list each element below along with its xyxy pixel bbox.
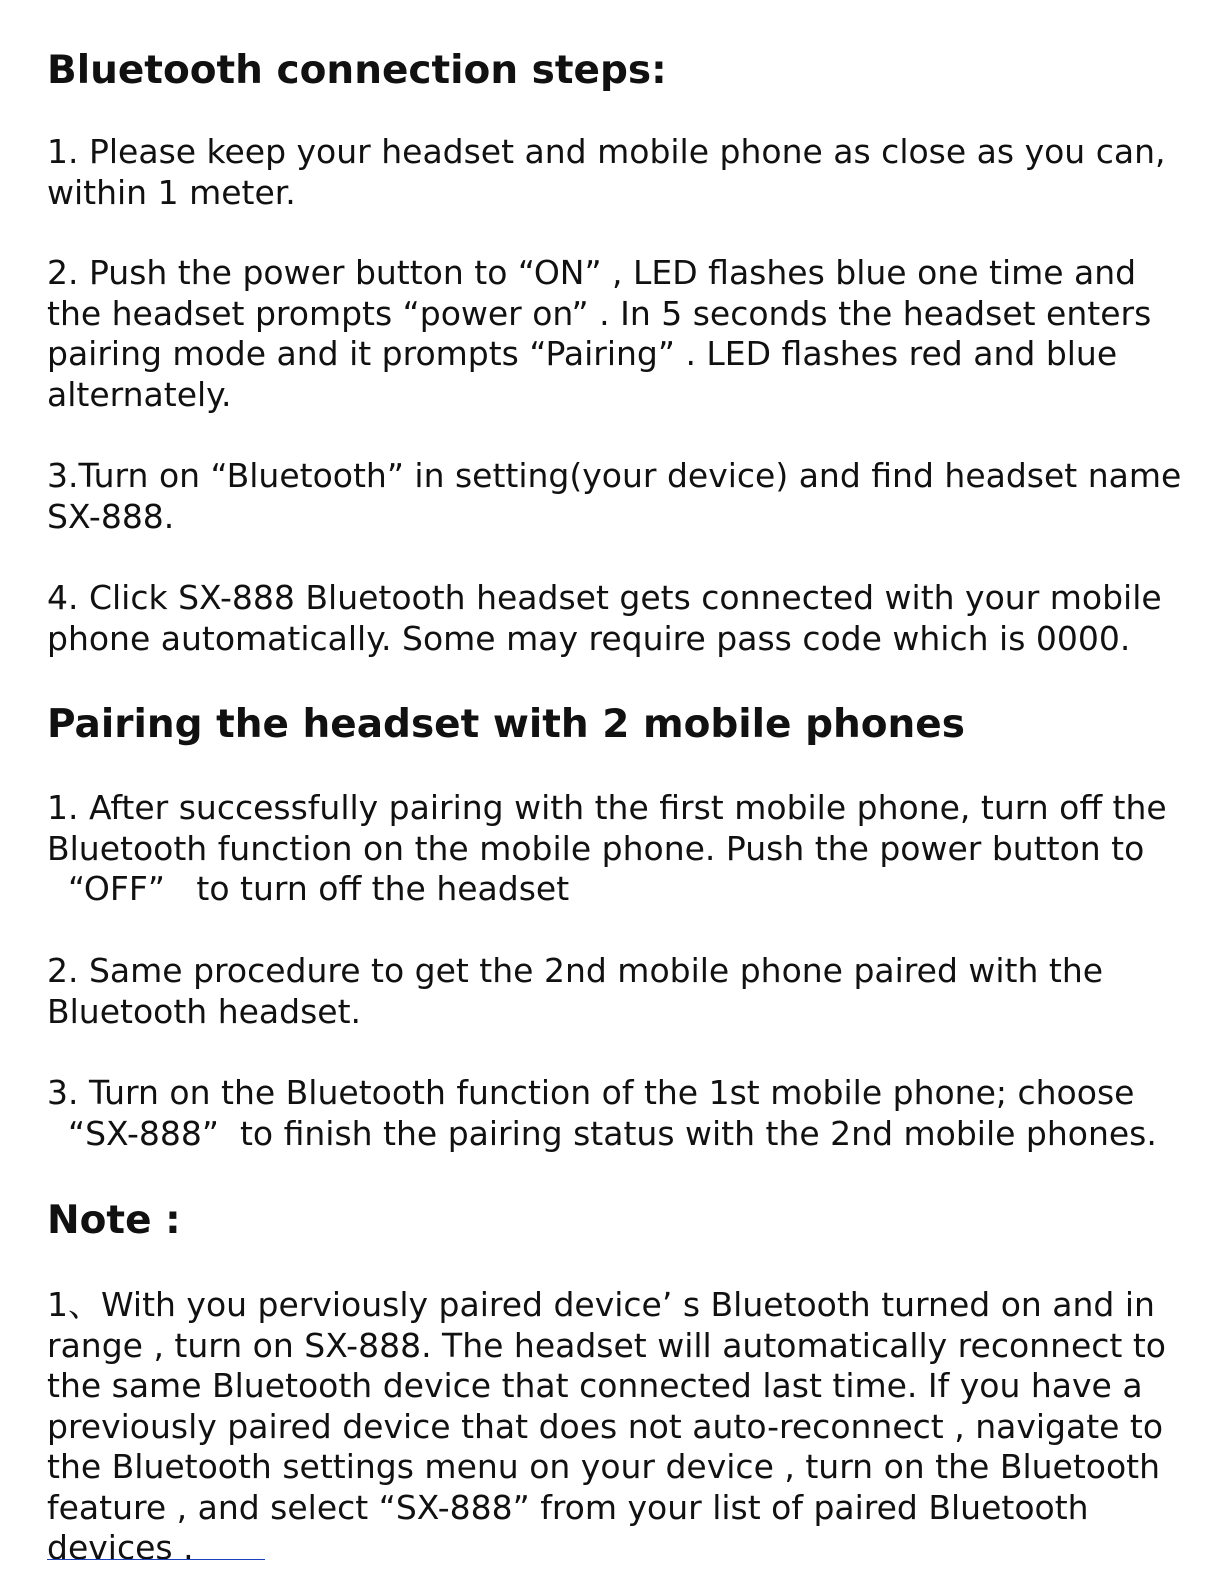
text-line: Bluetooth headset.	[47, 991, 361, 1031]
pairing-step-1	[47, 788, 1207, 910]
underline-divider	[47, 1559, 265, 1560]
text-line: previously paired device that does not auto-reconnect , navigate to	[47, 1406, 1164, 1446]
text-line: “SX-888” to finish the pairing status with the 2nd mobile phones.	[47, 1113, 1157, 1153]
text-line: alternately.	[47, 374, 232, 414]
text-line: pairing mode and it prompts “Pairing” . LED flashes red and blue	[47, 334, 1118, 373]
text-line: 4. Click SX-888 Bluetooth headset gets connected with your mobile	[47, 578, 1162, 617]
connection-step-1	[47, 132, 1207, 213]
text-line: 3.Turn on “Bluetooth” in setting(your device) and find headset name	[47, 456, 1182, 495]
text-line: range , turn on SX-888. The headset will automatically reconnect to	[47, 1325, 1166, 1365]
text-line: the headset prompts “power on” . In 5 seconds the headset enters	[47, 293, 1152, 333]
text-line: the same Bluetooth device that connected last time. If you have a	[47, 1366, 1143, 1405]
pairing-heading: Pairing the headset with 2 mobile phones	[47, 702, 965, 747]
text-line: Bluetooth function on the mobile phone. Push the power button to	[47, 828, 1145, 868]
text-line: SX-888.	[47, 496, 175, 536]
text-line: 2. Same procedure to get the 2nd mobile phone paired with the	[47, 951, 1104, 990]
connection-step-2	[47, 253, 1207, 415]
text-line: the Bluetooth settings menu on your device , turn on the Bluetooth	[47, 1447, 1161, 1486]
text-line: 1. After successfully pairing with the first mobile phone, turn off the	[47, 788, 1167, 827]
connection-step-3	[47, 456, 1207, 537]
text-line: devices .	[47, 1528, 194, 1567]
connection-steps-heading: Bluetooth connection steps:	[47, 48, 667, 93]
note-heading: Note :	[47, 1198, 181, 1243]
text-line: 2. Push the power button to “ON” , LED flashes blue one time and	[47, 253, 1137, 292]
text-line: feature , and select “SX-888” from your list of paired Bluetooth	[47, 1487, 1089, 1527]
text-line: phone automatically. Some may require pass code which is 0000.	[47, 618, 1131, 658]
pairing-step-3	[47, 1073, 1207, 1154]
text-line: 1. Please keep your headset and mobile phone as close as you can,	[47, 132, 1166, 171]
pairing-step-2	[47, 951, 1207, 1032]
text-line: within 1 meter.	[47, 172, 296, 212]
text-line: 1、With you perviously paired device’ s Bluetooth turned on and in	[47, 1285, 1155, 1324]
text-line: 3. Turn on the Bluetooth function of the 1st mobile phone; choose	[47, 1073, 1135, 1112]
note-paragraph	[47, 1285, 1207, 1569]
connection-step-4	[47, 578, 1207, 659]
text-line: “OFF” to turn off the headset	[47, 869, 570, 908]
